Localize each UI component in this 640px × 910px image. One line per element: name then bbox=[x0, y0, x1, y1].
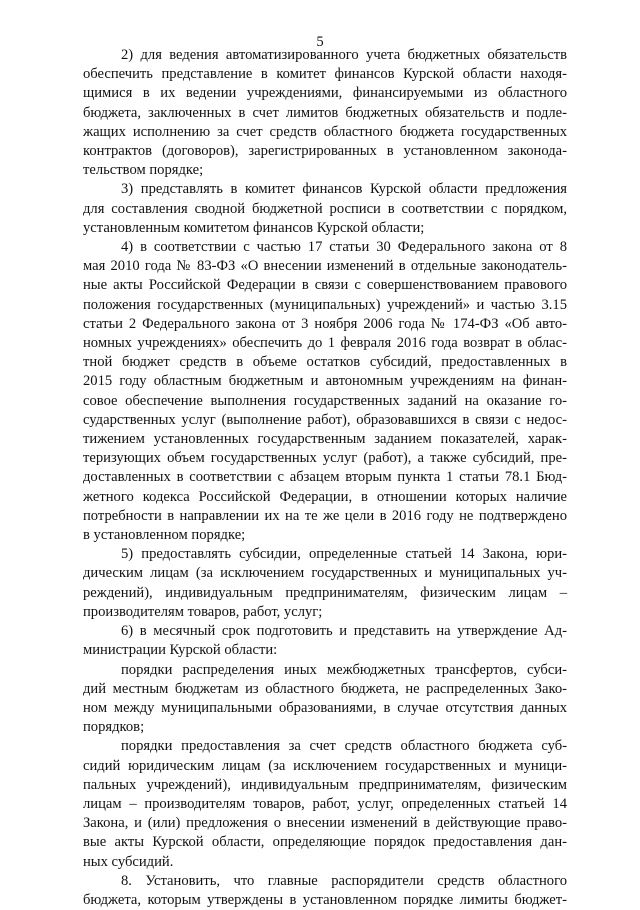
text-line: тижением установленных государственным заданием показателей, харак- bbox=[83, 431, 567, 448]
paragraph-p4 bbox=[83, 238, 567, 545]
text-line: ные акты Российской Федерации в связи с совершенствованием правового bbox=[83, 277, 567, 294]
text-line: 3) представлять в комитет финансов Курской области предложения bbox=[121, 181, 567, 198]
paragraph-p6b bbox=[83, 737, 567, 871]
text-line: обеспечить представление в комитет финансов Курской области находя- bbox=[83, 66, 567, 83]
text-line: контрактов (договоров), зарегистрированных в установленном законода- bbox=[83, 143, 567, 160]
text-line: совое обеспечение выполнения государственных заданий на оказание го- bbox=[83, 392, 567, 409]
text-line: номных учреждениях» обеспечить до 1 февраля 2016 года возврат в облас- bbox=[83, 335, 567, 352]
text-line: бюджета, заключенных в счет лимитов бюджетных обязательств и подле- bbox=[83, 104, 567, 121]
text-line: тной бюджет средств в объеме остатков субсидий, предоставленных в bbox=[83, 354, 567, 371]
text-line: статьи 2 Федерального закона от 3 ноября 2006 года № 174-ФЗ «Об авто- bbox=[83, 315, 567, 332]
text-line: ных субсидий. bbox=[83, 853, 174, 870]
text-line: жетного кодекса Российской Федерации, в отношении которых наличие bbox=[83, 488, 567, 505]
text-line: установленным комитетом финансов Курской области; bbox=[83, 219, 425, 236]
text-line: щимися в их ведении учреждениями, финансируемыми из областного bbox=[83, 85, 567, 102]
paragraph-p6a bbox=[83, 661, 567, 738]
text-line: сударственных услуг (выполнение работ), образовавшихся в связи с недос- bbox=[83, 411, 567, 428]
text-line: 5) предоставлять субсидии, определенные статьей 14 Закона, юри- bbox=[121, 546, 567, 563]
text-line: порядки предоставления за счет средств областного бюджета суб- bbox=[121, 738, 567, 755]
page-number: 5 bbox=[316, 34, 324, 50]
text-line: министрации Курской области: bbox=[83, 642, 278, 659]
text-line: 6) в месячный срок подготовить и представить на утверждение Ад- bbox=[121, 623, 567, 640]
text-line: 8. Установить, что главные распорядители средств областного bbox=[121, 872, 567, 889]
text-line: теризующих объем государственных услуг (работ), а также субсидий, пре- bbox=[83, 450, 567, 467]
text-line: Закона, и (или) предложения о внесении изменений в действующие право- bbox=[83, 815, 567, 832]
text-line: порядков; bbox=[83, 719, 145, 736]
text-line: мая 2010 года № 83-ФЗ «О внесении изменений в отдельные законодатель- bbox=[83, 258, 567, 275]
text-line: тельством порядке; bbox=[83, 162, 204, 179]
paragraph-p5 bbox=[83, 545, 567, 622]
text-line: в установленном порядке; bbox=[83, 527, 246, 544]
text-line: 4) в соответствии с частью 17 статьи 30 Федерального закона от 8 bbox=[121, 239, 567, 256]
text-line: положения государственных (муниципальных) учреждений» и частью 3.15 bbox=[83, 296, 567, 313]
text-line: лицам – производителям товаров, работ, услуг, определенных статьей 14 bbox=[83, 795, 567, 812]
text-line: пальных учреждений), индивидуальным предпринимателям, физическим bbox=[83, 776, 567, 793]
text-line: вые акты Курской области, определяющие порядок предоставления дан- bbox=[83, 834, 567, 851]
paragraph-p6 bbox=[83, 622, 567, 660]
paragraph-p3 bbox=[83, 180, 567, 238]
text-line: потребности в направлении их на те же цели в 2016 году не подтверждено bbox=[83, 507, 567, 524]
text-line: дическим лицам (за исключением государственных и муниципальных уч- bbox=[83, 565, 567, 582]
paragraph-p8 bbox=[83, 872, 567, 910]
text-line: ном между муниципальными образованиями, в случае отсутствия данных bbox=[83, 699, 567, 716]
text-line: порядки распределения иных межбюджетных трансфертов, субси- bbox=[121, 661, 567, 678]
text-line: реждений), индивидуальным предпринимателям, физическим лицам – bbox=[83, 584, 567, 601]
text-line: 2) для ведения автоматизированного учета бюджетных обязательств bbox=[121, 47, 567, 63]
text-line: производителям товаров, работ, услуг; bbox=[83, 603, 323, 620]
document-body bbox=[83, 46, 567, 910]
text-line: бюджета, которым утверждены в установленном порядке лимиты бюджет- bbox=[83, 891, 567, 908]
paragraph-p2 bbox=[83, 46, 567, 180]
text-line: сидий юридическим лицам (за исключением государственных и муници- bbox=[83, 757, 567, 774]
text-line: 2015 году областным бюджетным и автономным учреждениям на финан- bbox=[83, 373, 567, 390]
text-line: дий местным бюджетам из областного бюджета, не распределенных Зако- bbox=[83, 680, 567, 697]
text-line: доставленных в соответствии с абзацем вторым пункта 1 статьи 78.1 Бюд- bbox=[83, 469, 567, 486]
text-line: жащих исполнению за счет средств областного бюджета государственных bbox=[83, 123, 567, 140]
text-line: для составления сводной бюджетной росписи в соответствии с порядком, bbox=[83, 200, 567, 217]
